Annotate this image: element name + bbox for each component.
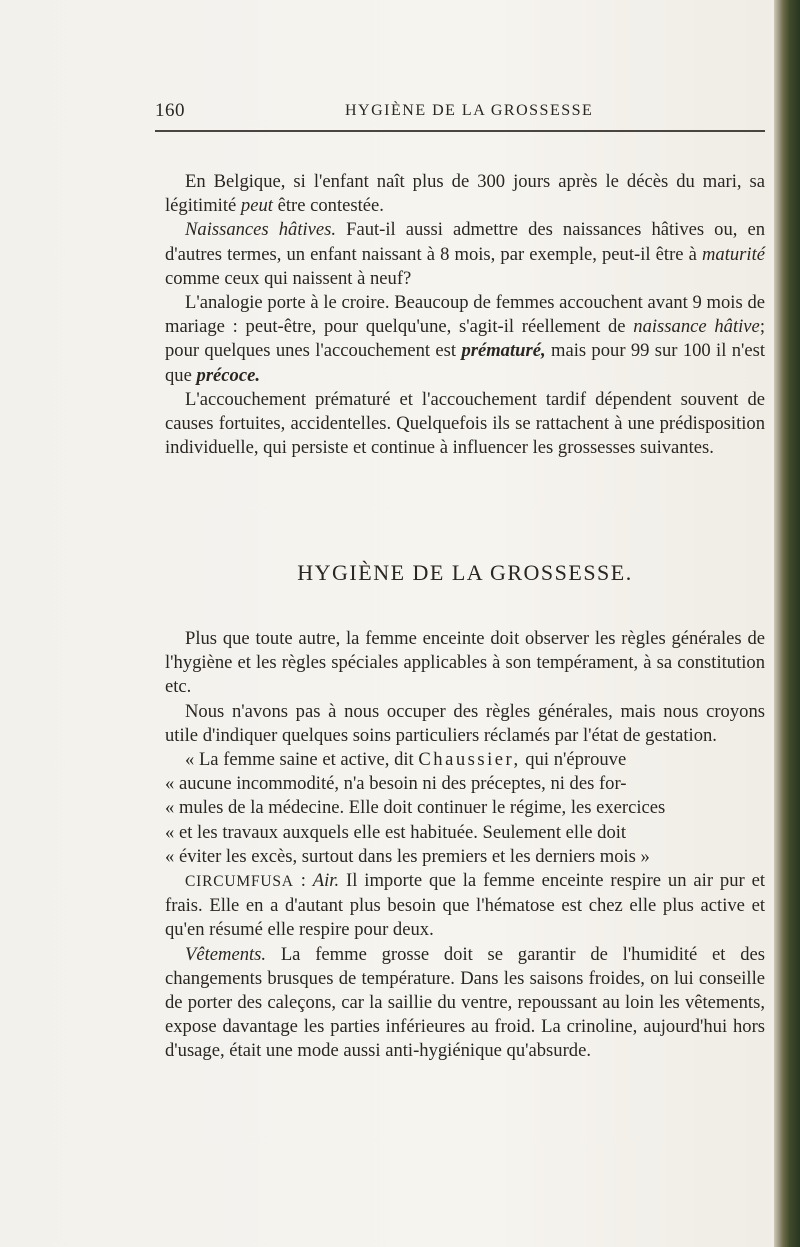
page-header: [155, 100, 765, 132]
quote-line-2: « aucune incommodité, n'a besoin ni des préceptes, ni des for-: [165, 773, 627, 795]
quote-line-5: « éviter les excès, surtout dans les premiers et les derniers mois »: [165, 845, 650, 867]
paragraph-particular-care: Nous n'avons pas à nous occuper des règles générales, mais nous croyons utile d'indiquer quelques soins particuliers réclamés par l'état de gestation.: [165, 700, 765, 746]
paragraph-analogy: L'analogie porte à le croire. Beaucoup de femmes accouchent avant 9 mois de mariage : peut-être, pour quelqu'une, s'agit-il réellement de naissance hâtive; pour quelques unes l'accouchement est prématuré, mais pour 99 sur 100 il n'est que précoce.: [165, 292, 766, 386]
page-edge-shadow: [774, 0, 800, 1247]
paragraph-clothing: Vêtements. La femme grosse doit se garantir de l'humidité et des changements brusques de température. Dans les saisons froides, on lui conseille de porter des caleçons, car la saillie du ventre, repoussant au loin les vêtements, expose davantage les parties inférieures au froid. La crinoline, aujourd'hui hors d'usage, était une mode aussi anti-hygiénique qu'absurde.: [165, 943, 765, 1062]
paragraph-general-rules: Plus que toute autre, la femme enceinte doit observer les règles générales de l'hygiène et les règles spéciales applicables à son tempérament, à sa constitution etc.: [165, 628, 765, 698]
section-title: HYGIÈNE DE LA GROSSESSE.: [297, 560, 633, 585]
text-block-births: [165, 170, 765, 460]
paragraph-early-births: Naissances hâtives. Faut-il aussi admettre des naissances hâtives ou, en d'autres termes, un enfant naissant à 8 mois, par exemple, peut-il être à maturité comme ceux qui naissent à neuf?: [165, 219, 766, 289]
quote-line-4: « et les travaux auxquels elle est habituée. Seulement elle doit: [165, 821, 627, 843]
quote-line-3: « mules de la médecine. Elle doit continuer le régime, les exercices: [165, 797, 666, 819]
running-head: HYGIÈNE DE LA GROSSESSE: [345, 102, 594, 119]
author-name: Chaussier,: [418, 749, 521, 771]
paragraph-causes: L'accouchement prématuré et l'accouchement tardif dépendent souvent de causes fortuites, accidentelles. Quelquefois ils se rattachent à une prédisposition individuelle, qui persiste et continue à influencer les grossesses suivantes.: [165, 388, 765, 459]
page-number: 160: [155, 100, 185, 121]
paragraph-belgium: En Belgique, si l'enfant naît plus de 300 jours après le décès du mari, sa légitimité peut être contestée.: [165, 171, 765, 217]
text-block-hygiene: [165, 627, 765, 1064]
quote-line-1: « La femme saine et active, dit Chaussier, qui n'éprouve: [185, 749, 627, 771]
paragraph-air: CIRCUMFUSA : Air. Il importe que la femme enceinte respire un air pur et frais. Elle en a d'autant plus besoin que l'hématose est chez elle plus active et qu'en résumé elle respire pour deux.: [165, 870, 766, 941]
